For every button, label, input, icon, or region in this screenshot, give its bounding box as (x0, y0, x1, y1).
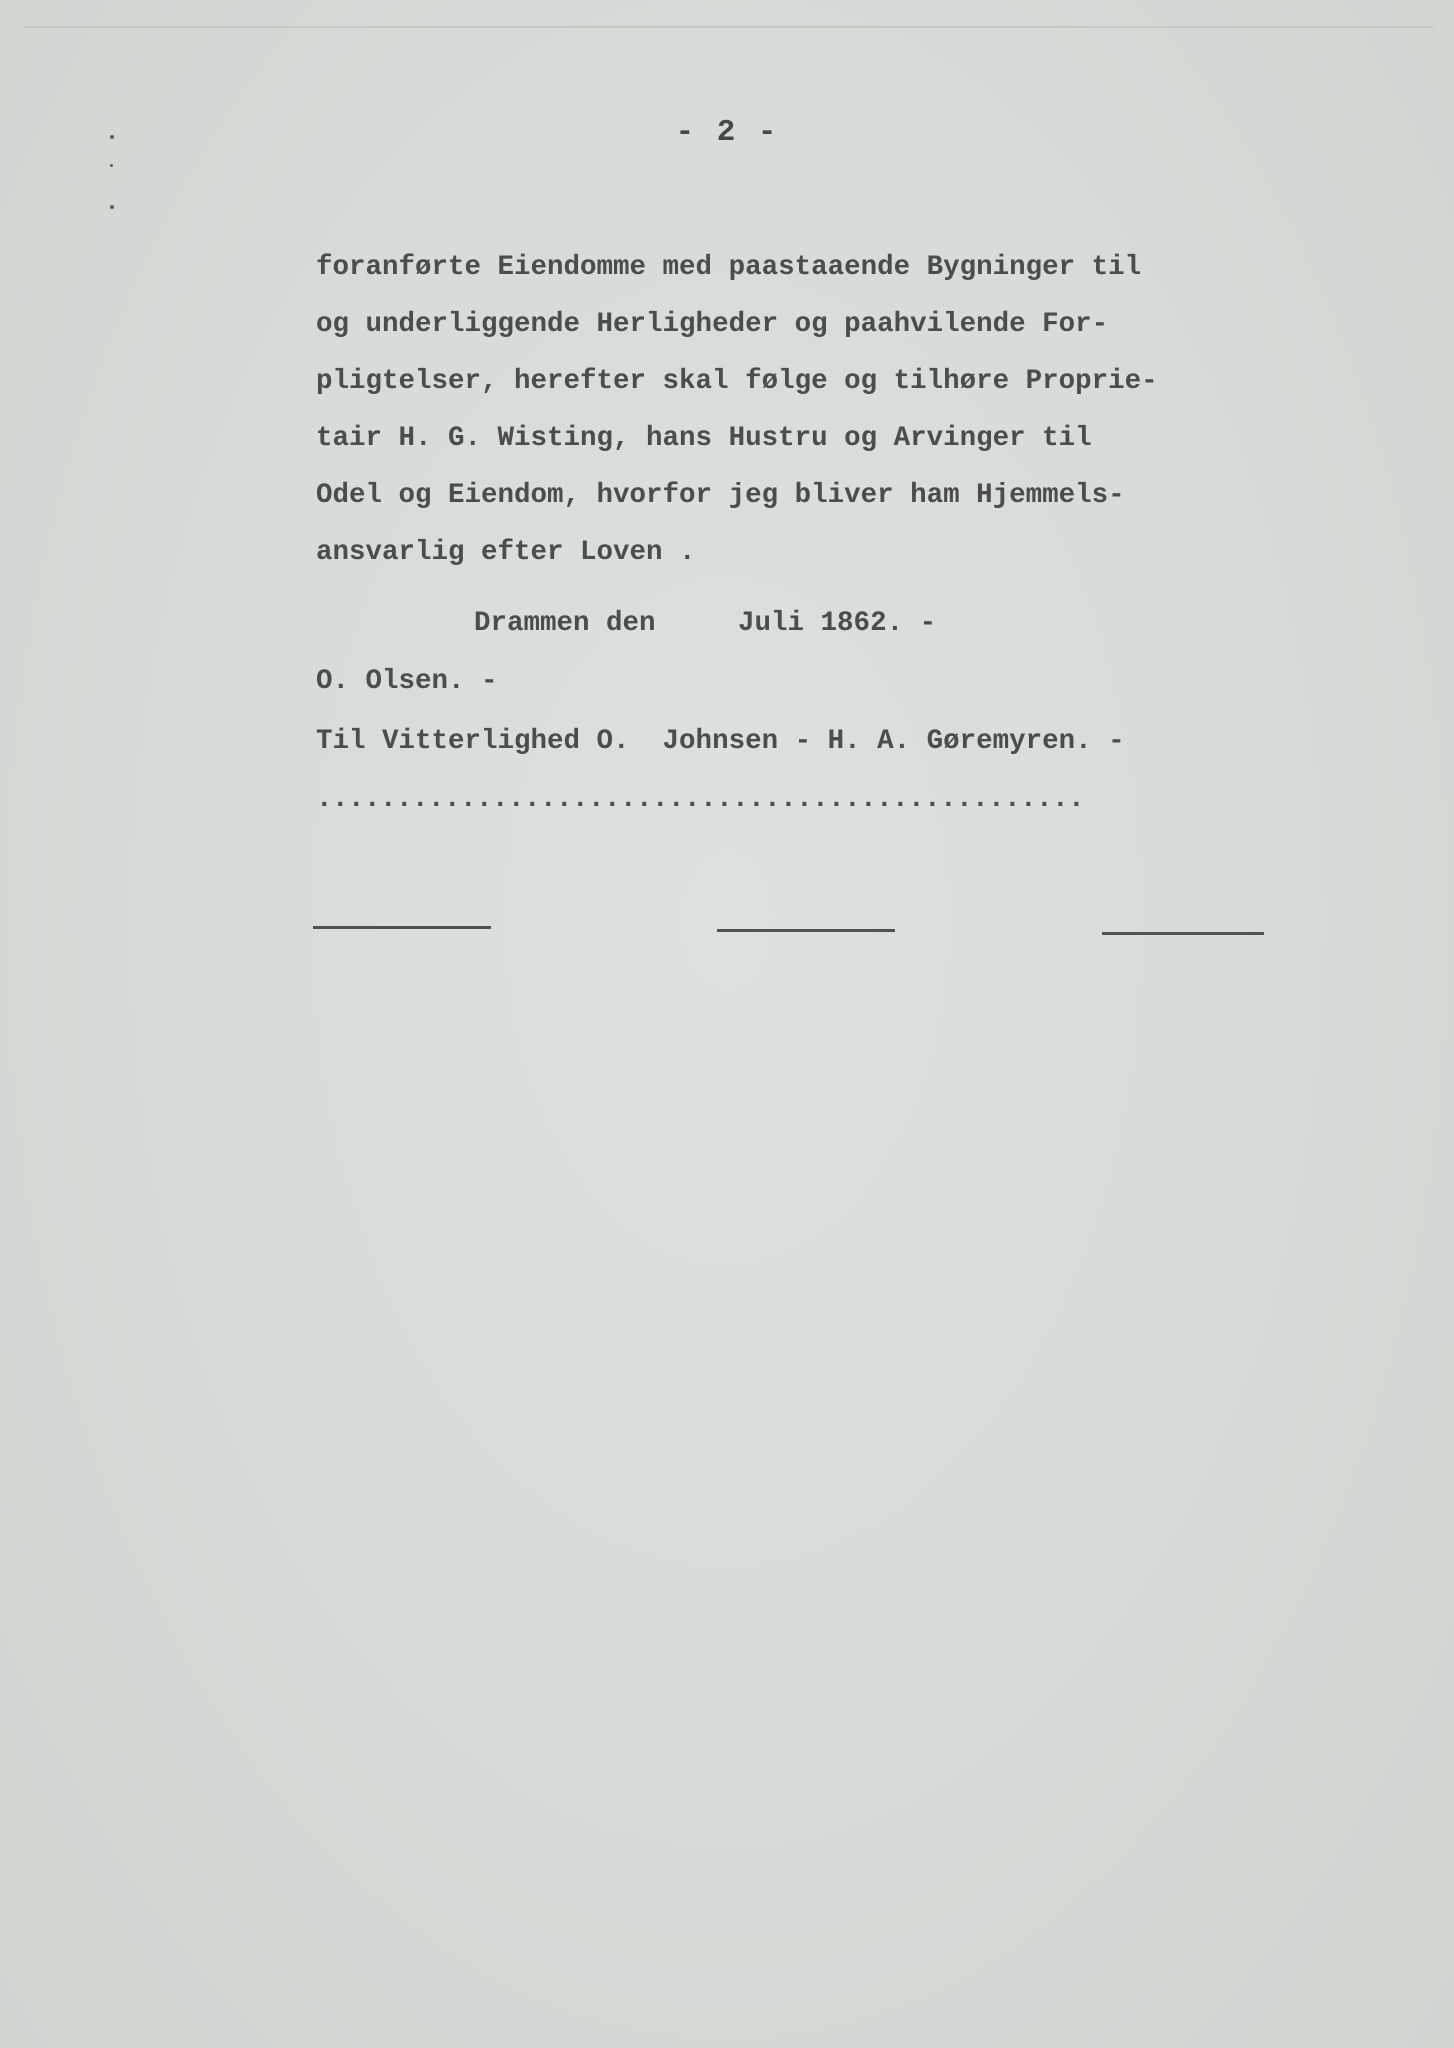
paragraph-line: og underliggende Herligheder og paahvilende For- (316, 309, 1109, 340)
paragraph-line: ansvarlig efter Loven . (316, 537, 696, 568)
separator-rule (717, 929, 895, 932)
page-number: - 2 - (675, 115, 779, 150)
separator-rule (1102, 932, 1264, 935)
paragraph-line: pligtelser, herefter skal følge og tilhøre Proprie- (316, 366, 1158, 397)
margin-mark (110, 164, 113, 167)
paragraph-line: Odel og Eiendom, hvorfor jeg bliver ham Hjemmels- (316, 480, 1125, 511)
page-edge (24, 26, 1434, 28)
margin-mark (110, 205, 114, 209)
signature: O. Olsen. - (316, 666, 498, 697)
paragraph-line: tair H. G. Wisting, hans Hustru og Arvinger til (316, 423, 1092, 454)
dotted-separator: ................................................ (316, 784, 1085, 815)
witness-line: Til Vitterlighed O. Johnsen - H. A. Gøremyren. - (316, 726, 1125, 757)
paragraph-line: foranførte Eiendomme med paastaaende Bygninger til (316, 252, 1142, 283)
separator-rule (313, 926, 491, 929)
date-line: Drammen den Juli 1862. - (474, 608, 937, 639)
